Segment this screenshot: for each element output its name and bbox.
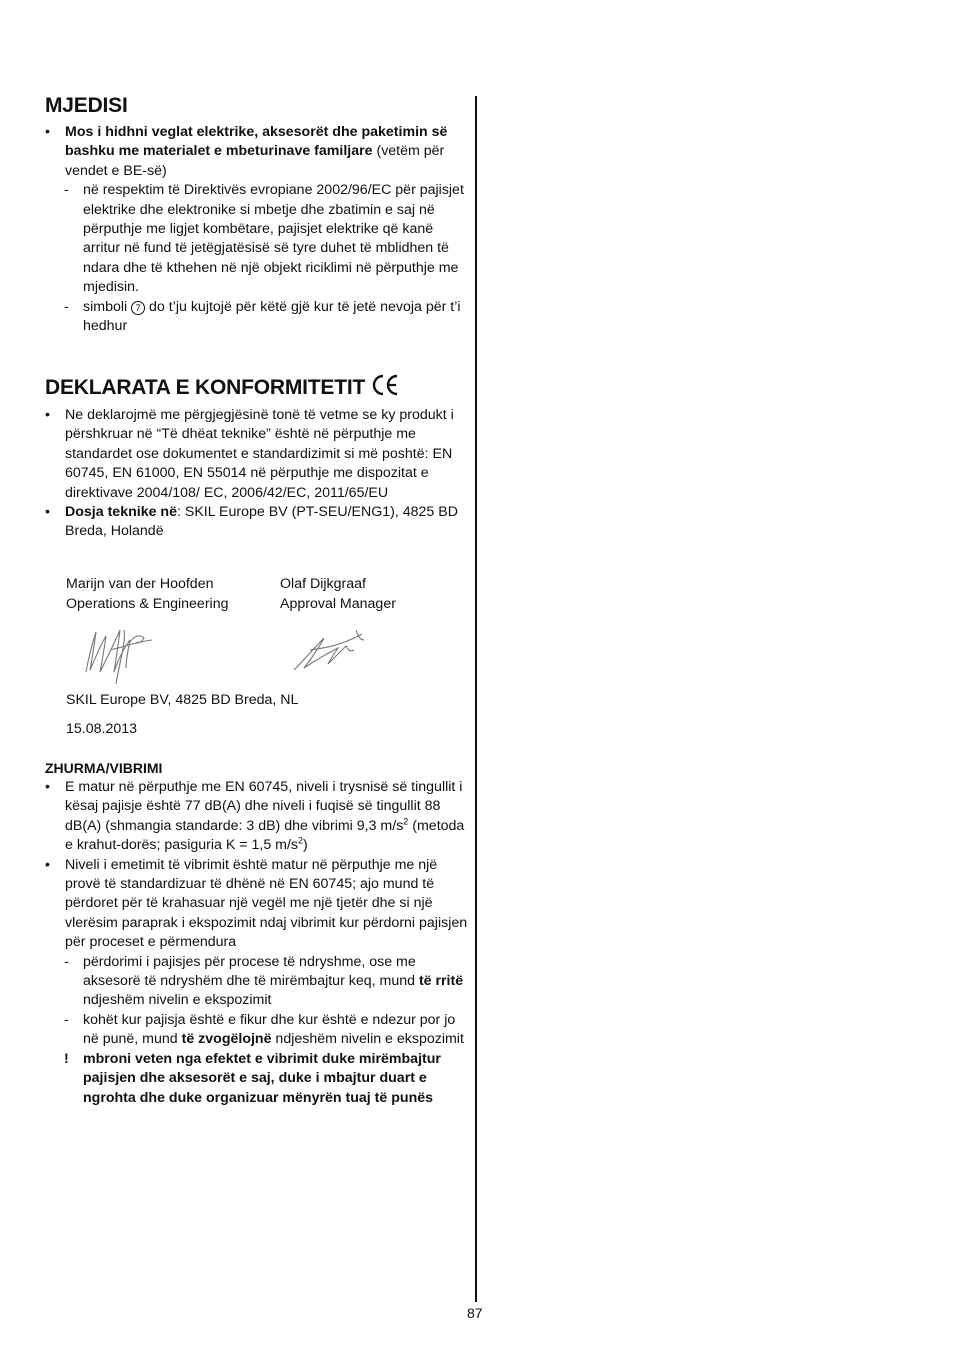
ce-mark-icon [371, 374, 399, 396]
text: në respektim të Direktivës evropiane 2002/96/EC për pajisjet elektrike dhe elektronike si mbetje dhe zbatimin e saj në përputhje me ligjet kombëtare, pajisjet elektrike që kanë arritur në fund të jetëgjatësisë së tyre duhet të mblidhen të ndara dhe të kthehen në një objekt riciklimi në përputhje me mjedisin. [83, 182, 464, 296]
text: (metoda e krahut-dorës; pasiguria K = 1,5 m/s [65, 817, 465, 854]
list-item [45, 298, 470, 337]
signer-role: Operations & Engineering [66, 596, 229, 612]
signer-1 [66, 574, 228, 614]
text: simboli [83, 298, 132, 315]
bold-text: të zvogëlojnë [181, 1031, 272, 1048]
company-address: SKIL Europe BV, 4825 BD Breda, NL [66, 692, 299, 708]
section-title-environment: MJEDISI [45, 94, 128, 117]
column-divider [475, 96, 477, 1302]
list-item [45, 181, 470, 297]
dash-marker: - [64, 1011, 69, 1028]
bold-text: të rritë [418, 973, 464, 990]
list-item [45, 1011, 470, 1050]
declaration-date: 15.08.2013 [66, 721, 138, 737]
warning-text: mbroni veten nga efektet e vibrimit duke mirëmbajtur pajisjen dhe aksesorët e saj, duke i mbajtur duart e ngrohta dhe duke organizuar mënyrën tuaj të punës [83, 1050, 441, 1106]
signature-1-image [80, 620, 160, 686]
dash-marker: - [64, 953, 69, 970]
bold-text: Dosja teknike në [65, 504, 177, 521]
list-item [45, 778, 470, 856]
section-title-noise-vibration: ZHURMA/VIBRIMI [45, 760, 163, 776]
text: (vetëm për vendet e BE-së) [65, 143, 445, 179]
signer-name: Olaf Dijkgraaf [280, 576, 366, 592]
superscript: 2 [403, 816, 409, 827]
section-title-declaration [45, 374, 470, 401]
text: kohët kur pajisja është e fikur dhe kur është e ndezur por jo në punë, mund [83, 1011, 456, 1048]
section-noise-vibration [45, 759, 470, 1108]
section-environment [45, 93, 470, 336]
text: ndjeshëm nivelin e ekspozimit [83, 992, 272, 1009]
text: përdorimi i pajisjes për procese të ndryshme, ose me aksesorë të ndryshëm dhe të mirëmbajtur keq, mund [83, 953, 419, 990]
text: Ne deklarojmë me përgjegjësinë tonë të vetme se ky produkt i përshkruar në “Të dhëat teknike” është në përputhje me standardet ose dokumentet e standardizimit si më poshtë: EN 60745, EN 61000, EN 55014 në përputhje me dispozitat e direktivave 2004/108/ EC, 2006/42/EC, 2011/65/EU [65, 407, 454, 501]
signature-2-image [290, 626, 370, 674]
list-item [45, 953, 470, 1011]
list-item [45, 406, 470, 503]
text: : SKIL Europe BV (PT-SEU/ENG1), 4825 BD Breda, Holandë [65, 504, 458, 540]
section-declaration [45, 374, 470, 542]
list-item [45, 503, 470, 542]
signer-name: Marijn van der Hoofden [66, 576, 214, 592]
text: Niveli i emetimit të vibrimit është matur në përputhje me një provë të standardizuar të dhënë në EN 60745; ajo mund të përdoret për të krahasuar një vegël me një tjetër dhe si një vlerësim paraprak i ekspozimit ndaj vibrimit kur përdorni pajisjen për proceset e përmendura [65, 856, 468, 951]
text: do t’ju kujtojë për këtë gjë kur të jetë nevoja për t’i hedhur [83, 298, 461, 335]
page-number: 87 [467, 1305, 483, 1321]
text: ) [303, 837, 308, 854]
bold-text: Mos i hidhni veglat elektrike, aksesorët dhe paketimin së bashku me materialet e mbeturinave familjare [65, 124, 448, 160]
dash-marker: - [64, 298, 69, 315]
list-item [45, 123, 470, 181]
text: E matur në përputhje me EN 60745, niveli i trysnisë së tingullit i kësaj pajisje është 77 dB(A) dhe niveli i fuqisë së tingullit 88 dB(A) (shmangia standarde: 3 dB) dhe vibrimi 9,3 m/s [65, 779, 463, 834]
warning-marker: ! [64, 1050, 69, 1067]
superscript: 2 [298, 835, 304, 846]
text: ndjeshëm nivelin e ekspozimit [271, 1031, 464, 1048]
signer-role: Approval Manager [280, 596, 396, 612]
warning-item [45, 1050, 470, 1108]
list-item [45, 856, 470, 953]
dash-marker: - [64, 182, 69, 199]
signer-2 [280, 574, 396, 614]
symbol-number-badge: 7 [131, 301, 145, 315]
title-text: DEKLARATA E KONFORMITETIT [45, 376, 366, 399]
